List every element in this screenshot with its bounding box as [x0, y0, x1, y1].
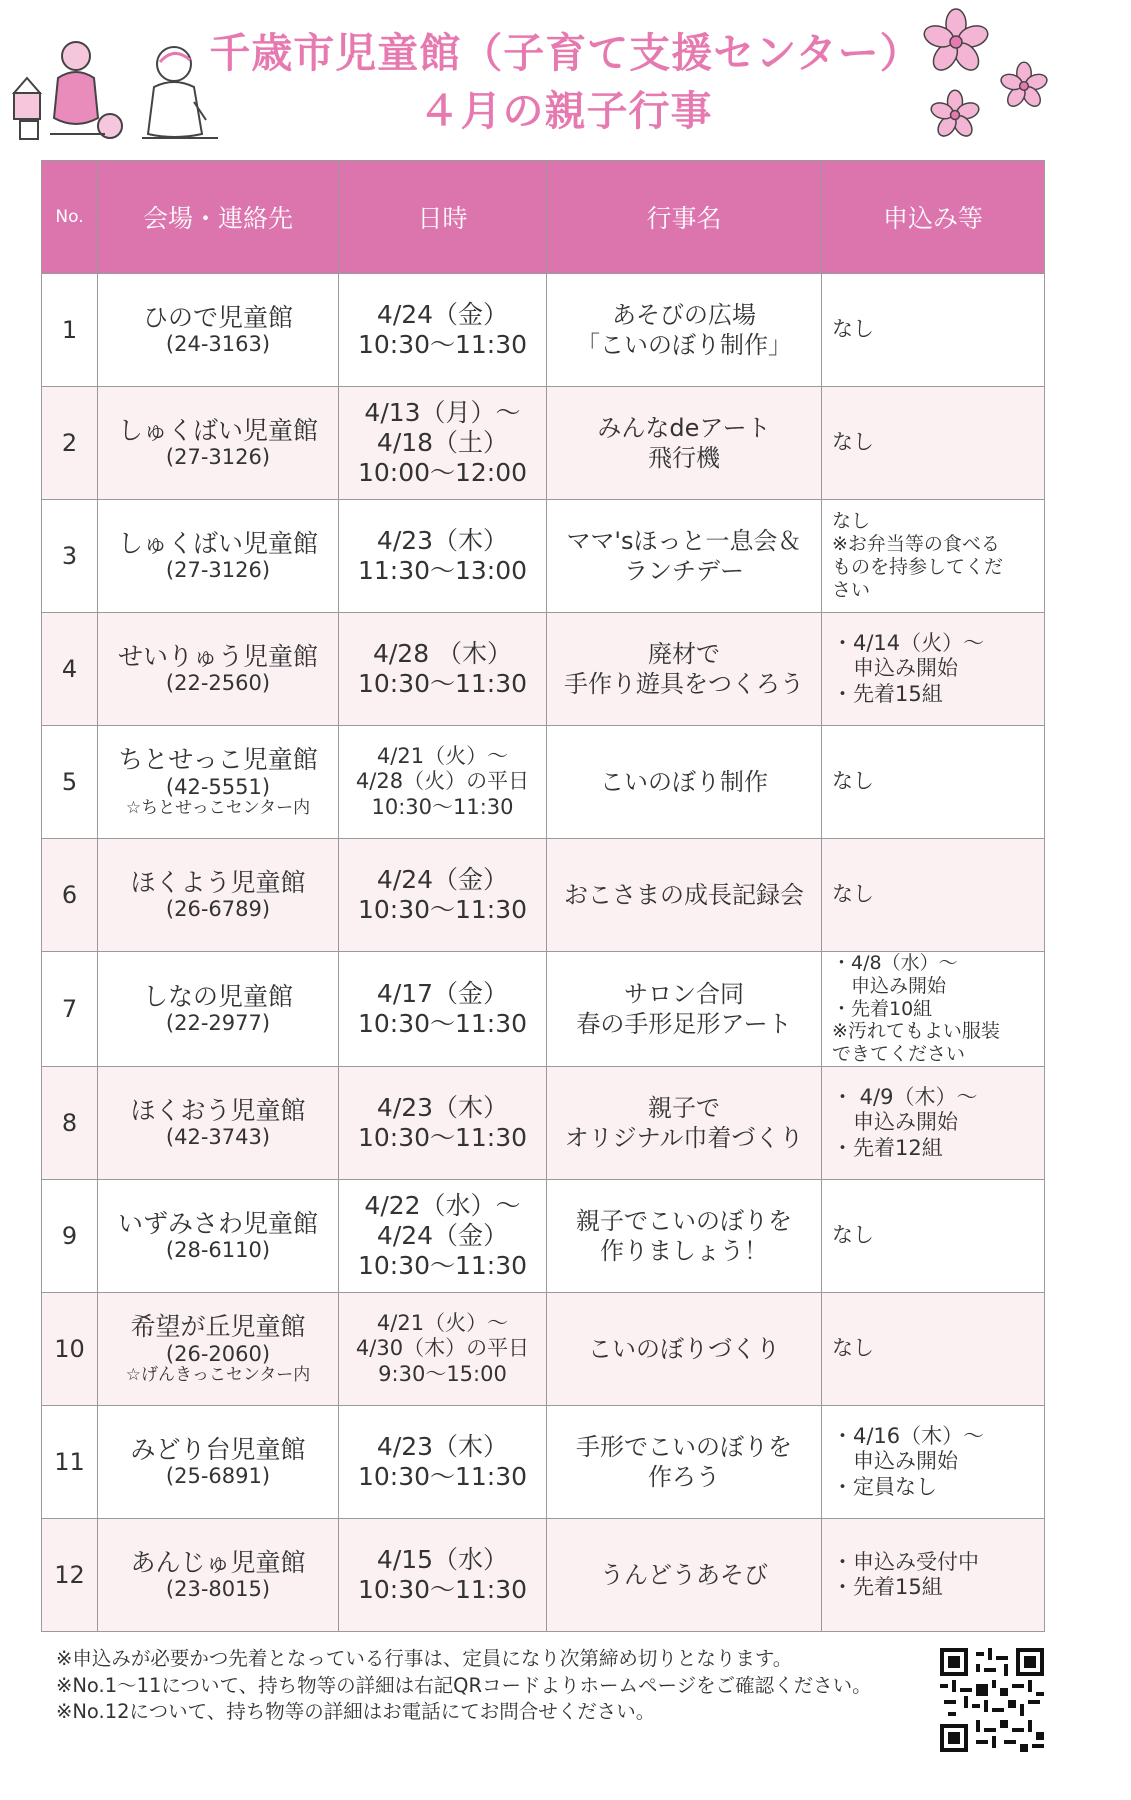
column-header-venue: 会場・連絡先 [98, 161, 339, 274]
date-cell [339, 1179, 547, 1292]
application-line: ・先着10組 [832, 997, 933, 1020]
table-row [42, 500, 1045, 613]
application-line: ※汚れてもよい服装 [832, 1020, 1000, 1043]
event-line: 飛行機 [648, 444, 720, 472]
footer-note: ※No.12について、持ち物等の詳細はお電話にてお問合せください。 [56, 1700, 656, 1724]
date-cell [339, 839, 547, 952]
date-line: 10:00〜12:00 [357, 458, 528, 487]
event-line: ランチデー [624, 557, 744, 585]
date-cell [339, 1518, 547, 1631]
event-cell [547, 387, 822, 500]
venue-name: みどり台児童館 [130, 1434, 306, 1464]
date-line: 10:30〜11:30 [357, 895, 528, 924]
application-line: ・先着12組 [832, 1135, 943, 1160]
application-cell [822, 613, 1045, 726]
date-line: 4/22（水）〜 [364, 1190, 521, 1220]
event-cell [547, 1518, 822, 1631]
event-cell [547, 613, 822, 726]
date-line: 11:30〜13:00 [357, 556, 528, 585]
venue-name: あんじゅ児童館 [130, 1547, 306, 1577]
date-line: 10:30〜11:30 [357, 1461, 528, 1491]
date-cell [339, 274, 547, 387]
venue-name: せいりゅう児童館 [117, 641, 318, 671]
date-line: 10:30〜11:30 [357, 1122, 528, 1152]
venue-cell [98, 274, 339, 387]
venue-name: ひので児童館 [142, 302, 293, 332]
event-line: みんなdeアート [597, 414, 771, 442]
application-cell [822, 274, 1045, 387]
table-row [42, 613, 1045, 726]
event-cell [547, 726, 822, 839]
table-row [42, 1292, 1045, 1405]
application-cell [822, 1405, 1045, 1518]
venue-cell [98, 1518, 339, 1631]
application-line: ものを持参してくだ [832, 556, 1004, 578]
sakura-flower-icon [998, 60, 1050, 112]
table-row [42, 726, 1045, 839]
row-number: 12 [42, 1518, 98, 1631]
application-line: なし [832, 510, 871, 533]
application-line: 申込み開始 [832, 656, 958, 681]
application-cell [822, 1066, 1045, 1179]
date-line: 4/15（水） [376, 1544, 509, 1574]
application-line: できてください [832, 1043, 966, 1066]
event-line: 親子で [648, 1093, 720, 1122]
application-line: ・先着15組 [832, 1574, 943, 1599]
application-cell [822, 726, 1045, 839]
venue-phone: (24-3163) [165, 332, 271, 357]
date-line: 4/21（火）〜 [376, 744, 509, 769]
venue-cell [98, 1066, 339, 1179]
table-header-row [42, 161, 1045, 274]
venue-name: ほくよう児童館 [130, 867, 306, 897]
application-line: ※お弁当等の食べる [832, 533, 1000, 556]
event-line: サロン合同 [624, 979, 744, 1008]
footer-note: ※申込みが必要かつ先着となっている行事は、定員になり次第締め切りとなります。 [56, 1647, 793, 1670]
venue-phone: (26-6789) [165, 897, 271, 922]
venue-note: ☆げんきっこセンター内 [125, 1364, 311, 1385]
date-line: 10:30〜11:30 [357, 1008, 528, 1038]
row-number: 1 [42, 274, 98, 387]
row-number: 2 [42, 387, 98, 500]
event-line: 春の手形足形アート [576, 1009, 792, 1038]
date-line: 4/18（土） [376, 428, 509, 457]
date-line: 4/28 （木） [372, 639, 513, 668]
date-line: 4/13（月）〜 [364, 398, 521, 427]
application-cell [822, 387, 1045, 500]
application-line: ・ 4/9（木）〜 [832, 1085, 978, 1110]
application-cell [822, 839, 1045, 952]
event-line: オリジナル巾着づくり [564, 1123, 804, 1152]
event-cell [547, 1179, 822, 1292]
application-cell [822, 500, 1045, 613]
event-cell [547, 1405, 822, 1518]
application-line: なし [832, 769, 874, 794]
application-line: 申込み開始 [832, 974, 947, 997]
date-line: 10:30〜11:30 [357, 1250, 528, 1280]
row-number: 5 [42, 726, 98, 839]
column-header-event: 行事名 [547, 161, 822, 274]
table-row [42, 274, 1045, 387]
row-number: 9 [42, 1179, 98, 1292]
application-line: なし [832, 1336, 874, 1361]
event-cell [547, 839, 822, 952]
column-header-application: 申込み等 [822, 161, 1045, 274]
page-subtitle: ４月の親子行事 [418, 87, 713, 135]
date-cell [339, 500, 547, 613]
date-line: 4/17（金） [376, 978, 509, 1008]
venue-cell [98, 1292, 339, 1405]
date-line: 4/23（木） [376, 1092, 509, 1122]
date-line: 4/21（火）〜 [376, 1311, 509, 1336]
venue-phone: (22-2977) [165, 1011, 271, 1036]
date-cell [339, 1405, 547, 1518]
sakura-flower-icon [928, 88, 982, 142]
event-cell [547, 1292, 822, 1405]
application-line: ・4/14（火）〜 [832, 631, 985, 656]
event-line: こいのぼりづくり [588, 1334, 780, 1363]
date-line: 10:30〜11:30 [357, 1574, 528, 1604]
venue-note: ☆ちとせっこセンター内 [125, 797, 311, 818]
qr-code-icon[interactable] [940, 1648, 1044, 1752]
column-header-date: 日時 [339, 161, 547, 274]
footer-note: ※No.1〜11について、持ち物等の詳細は右記QRコードよりホームページをご確認ください。 [56, 1673, 872, 1697]
row-number: 8 [42, 1066, 98, 1179]
event-line: 廃材で [648, 640, 720, 668]
venue-name: しなの児童館 [142, 981, 293, 1011]
table-row [42, 1518, 1045, 1631]
event-cell [547, 1066, 822, 1179]
application-cell [822, 1518, 1045, 1631]
sakura-flower-icon [920, 6, 992, 78]
application-line: なし [832, 882, 874, 907]
date-line: 4/24（金） [376, 1220, 509, 1250]
date-line: 9:30〜15:00 [378, 1361, 507, 1386]
venue-phone: (22-2560) [165, 671, 271, 696]
event-line: うんどうあそび [600, 1560, 768, 1589]
application-line: ・4/8（水）〜 [832, 952, 958, 974]
date-cell [339, 726, 547, 839]
venue-phone: (26-2060) [165, 1341, 271, 1366]
application-line: 申込み開始 [832, 1449, 958, 1474]
table-row [42, 387, 1045, 500]
row-number: 3 [42, 500, 98, 613]
date-line: 10:30〜11:30 [357, 669, 528, 698]
venue-phone: (27-3126) [165, 445, 271, 470]
application-line: なし [832, 1223, 874, 1248]
event-cell [547, 500, 822, 613]
venue-cell [98, 952, 339, 1067]
footer-notes [56, 1646, 936, 1726]
venue-name: しゅくばい児童館 [117, 415, 318, 445]
application-line: ・定員なし [832, 1474, 937, 1499]
date-cell [339, 1066, 547, 1179]
date-line: 4/23（木） [376, 1431, 509, 1461]
events-table [41, 160, 1045, 1632]
event-line: 手形でこいのぼりを [576, 1432, 792, 1461]
date-line: 10:30〜11:30 [357, 330, 528, 359]
application-line: ・4/16（木）〜 [832, 1424, 985, 1449]
event-cell [547, 952, 822, 1067]
venue-phone: (25-6891) [165, 1464, 271, 1489]
venue-cell [98, 387, 339, 500]
venue-cell [98, 613, 339, 726]
event-cell [547, 274, 822, 387]
venue-phone: (27-3126) [165, 558, 271, 583]
event-line: おこさまの成長記録会 [564, 881, 804, 909]
date-line: 4/30（木）の平日 [355, 1336, 530, 1361]
row-number: 10 [42, 1292, 98, 1405]
event-line: 「こいのぼり制作」 [576, 331, 792, 359]
application-line: 申込み開始 [832, 1110, 958, 1135]
row-number: 6 [42, 839, 98, 952]
date-cell [339, 1292, 547, 1405]
application-line: なし [832, 317, 874, 342]
venue-name: いずみさわ児童館 [117, 1208, 318, 1238]
venue-phone: (28-6110) [165, 1238, 271, 1263]
application-line: さい [832, 578, 871, 601]
venue-phone: (42-3743) [165, 1125, 271, 1150]
venue-cell [98, 1405, 339, 1518]
venue-cell [98, 1179, 339, 1292]
row-number: 7 [42, 952, 98, 1067]
venue-phone: (42-5551) [165, 774, 271, 799]
table-row [42, 1179, 1045, 1292]
venue-name: ちとせっこ児童館 [118, 744, 318, 774]
table-row [42, 1066, 1045, 1179]
table-row [42, 1405, 1045, 1518]
event-line: 作ろう [648, 1462, 720, 1491]
date-cell [339, 952, 547, 1067]
date-line: 4/28（火）の平日 [355, 769, 530, 794]
event-line: あそびの広場 [612, 301, 756, 329]
application-line: ・先着15組 [832, 681, 943, 706]
application-cell [822, 1179, 1045, 1292]
application-cell [822, 952, 1045, 1067]
page-header [0, 0, 1131, 160]
venue-name: 希望が丘児童館 [130, 1311, 306, 1341]
venue-name: ほくおう児童館 [130, 1095, 306, 1125]
date-line: 4/24（金） [376, 865, 509, 894]
event-line: 手作り遊具をつくろう [564, 670, 804, 698]
application-line: なし [832, 430, 874, 455]
row-number: 11 [42, 1405, 98, 1518]
application-cell [822, 1292, 1045, 1405]
page-title: 千歳市児童館（子育て支援センター） [209, 29, 922, 77]
table-row [42, 839, 1045, 952]
event-line: こいのぼり制作 [600, 768, 768, 796]
date-cell [339, 613, 547, 726]
event-line: 作りましょう！ [600, 1236, 768, 1265]
venue-cell [98, 500, 339, 613]
venue-cell [98, 839, 339, 952]
date-line: 4/23（木） [376, 526, 509, 555]
application-line: ・申込み受付中 [832, 1549, 979, 1574]
venue-cell [98, 726, 339, 839]
venue-phone: (23-8015) [165, 1577, 271, 1602]
table-row [42, 952, 1045, 1067]
event-line: 親子でこいのぼりを [576, 1206, 792, 1235]
row-number: 4 [42, 613, 98, 726]
column-header-no: No. [42, 161, 98, 274]
date-line: 4/24（金） [376, 300, 509, 329]
date-line: 10:30〜11:30 [371, 794, 514, 819]
venue-name: しゅくばい児童館 [117, 528, 318, 558]
event-line: ママ'sほっと一息会＆ [566, 527, 802, 555]
date-cell [339, 387, 547, 500]
